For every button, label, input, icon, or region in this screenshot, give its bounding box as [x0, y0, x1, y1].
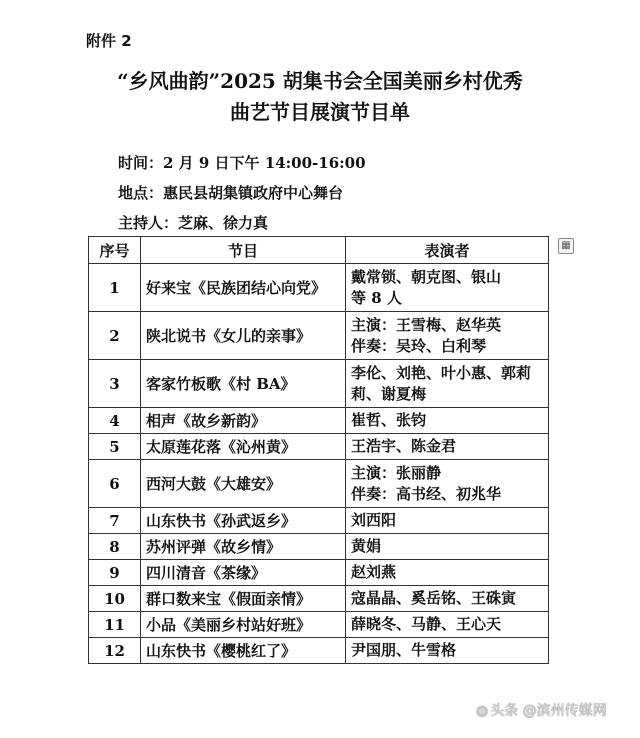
attachment-label: 附件 2: [86, 32, 132, 50]
header-program: 节目: [141, 237, 346, 264]
performer-line: 伴奏：高书经、初兆华: [351, 484, 502, 503]
row-performers: [346, 612, 549, 638]
performer-line: 王浩宇、陈金君: [351, 437, 457, 455]
row-performers: [346, 434, 549, 460]
row-index: 11: [89, 612, 141, 638]
table-row: [89, 460, 549, 508]
performer-line: 伴奏：吴玲、白利琴: [351, 336, 487, 355]
row-performers: [346, 360, 549, 408]
camera-icon: ◉: [476, 703, 489, 719]
table-tool-icon[interactable]: ▦: [558, 238, 574, 254]
performer-line: 刘西阳: [351, 511, 397, 529]
row-performers: [346, 586, 549, 612]
title-line-2: 曲艺节目展演节目单: [230, 100, 410, 124]
table-row: [89, 312, 549, 360]
row-program: 四川清音《茶缘》: [141, 560, 346, 586]
row-program: 西河大鼓《大雄安》: [141, 460, 346, 508]
performer-line: 戴常锁、朝克图、银山: [351, 267, 502, 286]
row-index: 1: [89, 264, 141, 312]
table-row: [89, 586, 549, 612]
row-index: 5: [89, 434, 141, 460]
performer-line: 黄娟: [351, 537, 382, 555]
row-performers: [346, 264, 549, 312]
row-program: 苏州评弹《故乡情》: [141, 534, 346, 560]
row-program: 山东快书《孙武返乡》: [141, 508, 346, 534]
watermark: [476, 700, 607, 720]
row-index: 12: [89, 638, 141, 664]
row-program: 群口数来宝《假面亲情》: [141, 586, 346, 612]
event-host: 主持人：芝麻、徐力真: [118, 214, 269, 232]
row-program: 小品《美丽乡村站好班》: [141, 612, 346, 638]
row-performers: [346, 508, 549, 534]
performer-line: 等 8 人: [351, 288, 402, 307]
row-index: 7: [89, 508, 141, 534]
table-row: [89, 612, 549, 638]
row-performers: [346, 638, 549, 664]
performer-line: 莉、谢夏梅: [351, 384, 427, 403]
performer-line: 赵刘燕: [351, 563, 397, 581]
table-row: [89, 360, 549, 408]
performer-line: 尹国朋、牛雪格: [351, 641, 457, 659]
row-index: 8: [89, 534, 141, 560]
table-header-row: [89, 237, 549, 264]
table-row: [89, 508, 549, 534]
header-index: 序号: [89, 237, 141, 264]
header-performers: 表演者: [346, 237, 549, 264]
table-row: [89, 434, 549, 460]
event-place: 地点：惠民县胡集镇政府中心舞台: [118, 184, 344, 202]
row-performers: [346, 408, 549, 434]
performer-line: 主演：张丽静: [351, 463, 442, 482]
performer-line: 薛晓冬、马静、王心天: [351, 615, 502, 633]
program-table: [88, 236, 549, 664]
performer-line: 主演：王雪梅、赵华英: [351, 315, 502, 334]
row-performers: [346, 312, 549, 360]
row-program: 太原莲花落《沁州黄》: [141, 434, 346, 460]
watermark-text: 头条 @滨州传媒网: [490, 703, 607, 719]
row-program: 山东快书《樱桃红了》: [141, 638, 346, 664]
table-row: [89, 534, 549, 560]
row-index: 4: [89, 408, 141, 434]
table-row: [89, 638, 549, 664]
performer-line: 寇晶晶、奚岳铭、王硃寅: [351, 589, 517, 607]
table-row: [89, 264, 549, 312]
performer-line: 崔哲、张钧: [351, 411, 427, 429]
row-performers: [346, 560, 549, 586]
row-index: 10: [89, 586, 141, 612]
performer-line: 李伦、刘艳、叶小惠、郭莉: [351, 363, 532, 382]
row-performers: [346, 460, 549, 508]
row-index: 9: [89, 560, 141, 586]
row-index: 6: [89, 460, 141, 508]
row-program: 陕北说书《女儿的亲事》: [141, 312, 346, 360]
row-program: 相声《故乡新韵》: [141, 408, 346, 434]
row-index: 3: [89, 360, 141, 408]
row-program: 客家竹板歌《村 BA》: [141, 360, 346, 408]
row-program: 好来宝《民族团结心向党》: [141, 264, 346, 312]
event-time: 时间：2 月 9 日下午 14:00-16:00: [118, 154, 366, 172]
row-performers: [346, 534, 549, 560]
table-row: [89, 560, 549, 586]
title-line-1: “乡风曲韵”2025 胡集书会全国美丽乡村优秀: [117, 69, 523, 93]
table-row: [89, 408, 549, 434]
row-index: 2: [89, 312, 141, 360]
